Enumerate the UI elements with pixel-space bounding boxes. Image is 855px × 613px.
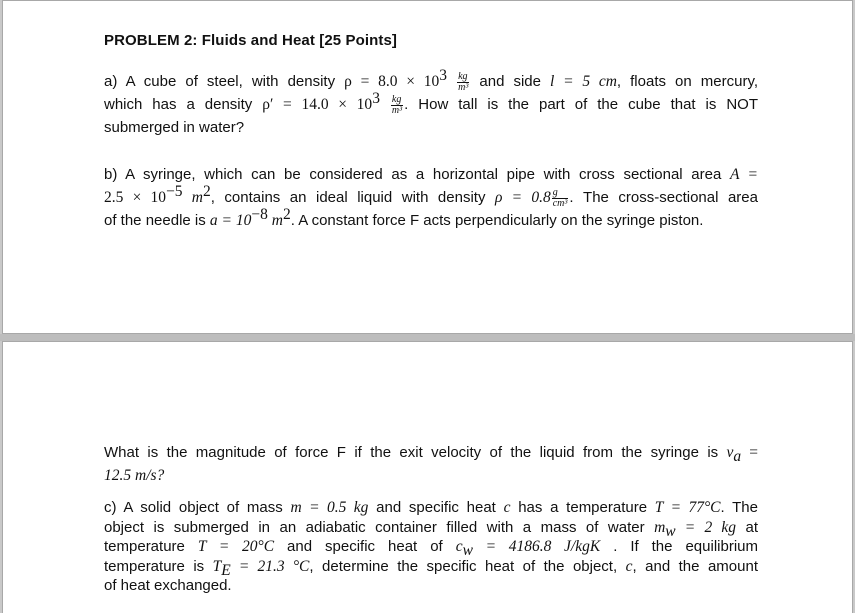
document-page-2: [2, 341, 853, 613]
part-b-line-2: $2.5 \times 10^{-5}$ $m^2$, contains an ideal liquid with density ρ = 0.8 $\frac{g}{\text{cm³}}$ . The cross-sectional area: [104, 183, 758, 209]
part-a-line-1: a) A cube of steel, with density $\rho = 8.0 \times 10^3$ $\frac{kg}{\text{m³}}$ and side l = 5 cm, floats on mercury,: [104, 67, 759, 93]
part-a-paragraph: [104, 67, 759, 139]
part-c-line-5: of heat exchanged.: [104, 577, 232, 594]
part-b-question-paragraph: [104, 441, 758, 487]
part-a-line-2: which has a density $\rho' = 14.0 \times 10^3$ $\frac{kg}{\text{m³}}$ . How tall is the part of the cube that is NOT: [104, 90, 759, 116]
part-a-line-3: submerged in water?: [104, 119, 245, 136]
unit-fraction: $\frac{kg}{\text{m³}}$: [458, 70, 469, 93]
unit-fraction: $\frac{g}{\text{cm³}}$: [552, 186, 568, 209]
document-page-1: [2, 0, 853, 334]
part-c-line-4: temperature is $T_E = 21.3$ °C, determine the specific heat of the object, c, and the amount: [104, 557, 758, 579]
problem-title: PROBLEM 2: Fluids and Heat [25 Points]: [104, 32, 397, 49]
part-b-question-line-2: 12.5 m/s?: [104, 467, 165, 484]
part-b-line-3: of the needle is $a = 10^{-8}$ $m^2$. A constant force F acts perpendicularly on the syringe piston.: [104, 206, 704, 229]
part-c-line-1: c) A solid object of mass m = 0.5 kg and specific heat c has a temperature T = 77°C. The: [104, 499, 758, 516]
part-c-line-2: object is submerged in an adiabatic container filled with a mass of water $m_w = 2$ kg at: [104, 518, 758, 540]
part-b-question-line-1: What is the magnitude of force F if the exit velocity of the liquid from the syringe is $v_a$ =: [104, 444, 758, 465]
part-c-paragraph: [104, 498, 758, 596]
part-b-paragraph: [104, 163, 758, 232]
part-b-line-1: b) A syringe, which can be considered as a horizontal pipe with cross sectional area A =: [104, 166, 758, 183]
part-c-line-3: temperature T = 20°C and specific heat of $c_w = 4186.8$ J/kgK . If the equilibrium: [104, 538, 758, 559]
page-separator: [0, 334, 855, 341]
unit-fraction: $\frac{kg}{\text{m³}}$: [391, 93, 403, 116]
